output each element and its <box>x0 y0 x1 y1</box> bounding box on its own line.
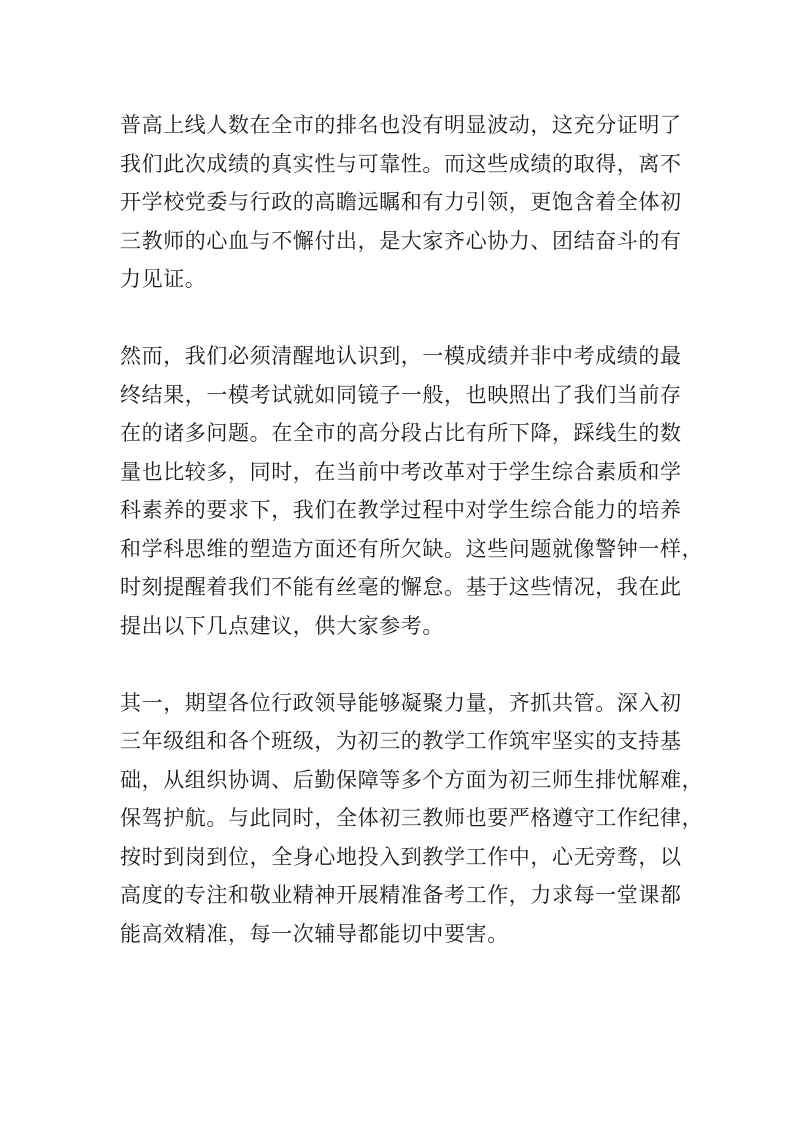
paragraph-line: 我们此次成绩的真实性与可靠性。而这些成绩的取得，离不 <box>120 151 682 176</box>
paragraph-line: 科素养的要求下，我们在教学过程中对学生综合能力的培养 <box>120 498 682 522</box>
paragraph-line: 提出以下几点建议，供大家参考。 <box>120 613 444 638</box>
paragraph-line: 其一，期望各位行政领导能够凝聚力量，齐抓共管。深入初 <box>120 690 682 715</box>
paragraph-line: 普高上线人数在全市的排名也没有明显波动，这充分证明了 <box>120 113 682 137</box>
paragraph-line: 高度的专注和敬业精神开展精准备考工作，力求每一堂课都 <box>120 883 682 907</box>
paragraph-line: 在的诸多问题。在全市的高分段占比有所下降，踩线生的数 <box>120 421 682 445</box>
paragraph-line: 保驾护航。与此同时，全体初三教师也要严格遵守工作纪律， <box>120 806 704 830</box>
paragraph-line: 终结果，一模考试就如同镜子一般，也映照出了我们当前存 <box>120 382 682 407</box>
paragraph-line: 时刻提醒着我们不能有丝毫的懈怠。基于这些情况，我在此 <box>120 575 682 599</box>
paragraph-3 <box>120 684 704 954</box>
paragraph-line: 能高效精准，每一次辅导都能切中要害。 <box>120 921 509 946</box>
paragraph-2 <box>120 337 704 645</box>
paragraph-line: 然而，我们必须清醒地认识到，一模成绩并非中考成绩的最 <box>120 344 682 368</box>
paragraph-line: 三年级组和各个班级，为初三的教学工作筑牢坚实的支持基 <box>120 729 682 753</box>
paragraph-line: 力见证。 <box>120 267 207 291</box>
paragraph-line: 三教师的心血与不懈付出，是大家齐心协力、团结奋斗的有 <box>120 228 682 253</box>
paragraph-line: 开学校党委与行政的高瞻远瞩和有力引领，更饱含着全体初 <box>120 190 682 214</box>
paragraph-line: 和学科思维的塑造方面还有所欠缺。这些问题就像警钟一样， <box>120 536 704 561</box>
paragraph-line: 础，从组织协调、后勤保障等多个方面为初三师生排忧解难， <box>120 767 704 792</box>
document-body <box>120 106 704 992</box>
paragraph-line: 按时到岗到位，全身心地投入到教学工作中，心无旁骛，以 <box>120 844 682 869</box>
paragraph-line: 量也比较多，同时，在当前中考改革对于学生综合素质和学 <box>120 459 682 484</box>
paragraph-1 <box>120 106 690 299</box>
